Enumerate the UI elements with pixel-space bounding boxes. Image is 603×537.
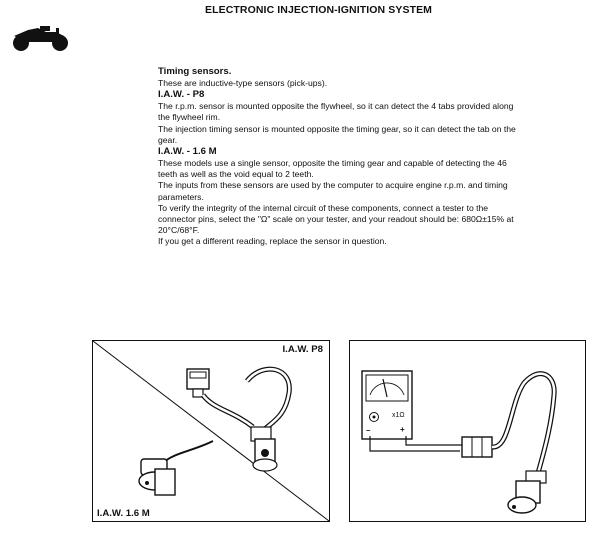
p8-heading: I.A.W. - P8 (158, 89, 205, 101)
label-iaw-16m: I.A.W. 1.6 M (97, 508, 150, 519)
page-title: ELECTRONIC INJECTION-IGNITION SYSTEM (205, 4, 433, 16)
label-iaw-p8: I.A.W. P8 (282, 344, 323, 355)
m16-heading: I.A.W. - 1.6 M (158, 146, 217, 158)
p8-connector (187, 369, 209, 397)
m16-sensor (139, 459, 175, 495)
p8-sensor (251, 427, 277, 471)
ohm-scale-label: x1Ω (392, 412, 405, 419)
figure-sensors-drawing (93, 341, 329, 521)
p8-para-1: The r.p.m. sensor is mounted opposite the flywheel, so it can detect the 4 tabs provided along the flywheel rim. (158, 101, 514, 123)
m16-para-2: The inputs from these sensors are used by the computer to acquire engine r.p.m. and timing parameters. (158, 180, 508, 202)
tested-sensor (508, 471, 546, 513)
m16-para-3: To verify the integrity of the internal circuit of these components, connect a tester to the connector pins, select the "Ω" scale on your tester, and your readout should be: 680Ω±15% at 20°C/68°F. (158, 202, 514, 236)
main-text (158, 66, 526, 248)
plus-terminal: + (400, 425, 405, 434)
minus-terminal: – (366, 426, 371, 435)
m16-para-1: These models use a single sensor, opposite the timing gear and capable of detecting the 46 teeth as well as the void equal to 2 teeth. (158, 158, 507, 180)
m16-para-4: If you get a different reading, replace the sensor in question. (158, 236, 387, 247)
section-heading: Timing sensors. (158, 66, 232, 77)
motorcycle-icon (10, 24, 72, 52)
figure-tester-drawing (350, 341, 585, 521)
sensor-connector (462, 437, 492, 457)
figure-tester (349, 340, 586, 522)
figure-sensors (92, 340, 330, 522)
intro-text: These are inductive-type sensors (pick-ups). (158, 78, 328, 88)
p8-para-2: The injection timing sensor is mounted opposite the timing gear, so it can detect the tab on the gear. (158, 123, 516, 145)
